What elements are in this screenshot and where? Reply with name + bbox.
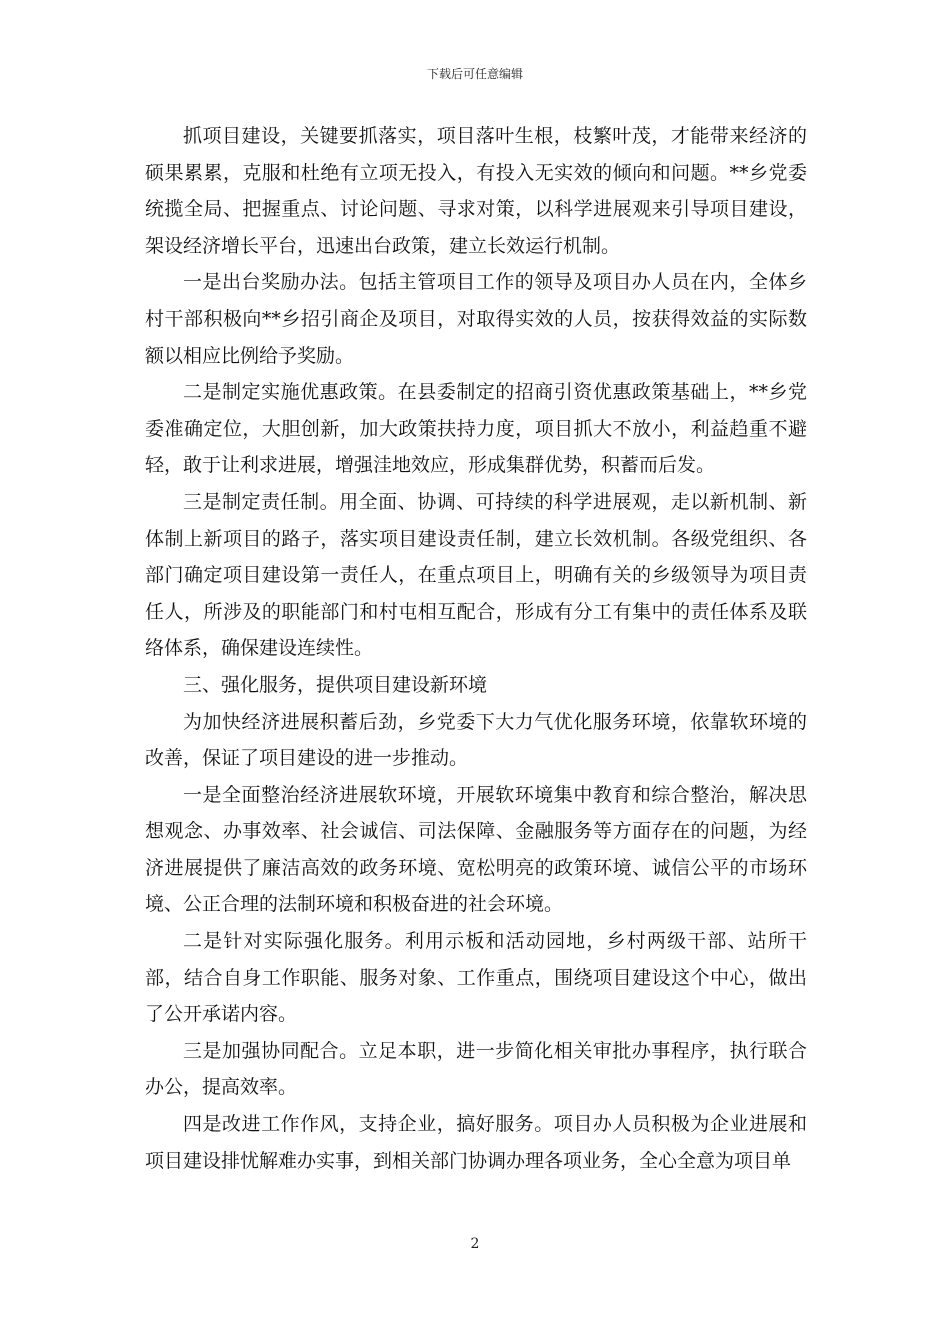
page-number: 2 <box>470 1236 480 1252</box>
paragraph: 二是针对实际强化服务。利用示板和活动园地，乡村两级干部、站所干部，结合自身工作职能、服务对象、工作重点，围绕项目建设这个中心，做出了公开承诺内容。 <box>145 930 807 1026</box>
page-header: 下载后可任意编辑 <box>426 67 523 81</box>
paragraph: 四是改进工作作风，支持企业，搞好服务。项目办人员积极为企业进展和项目建设排忧解难办实事，到相关部门协调办理各项业务，全心全意为项目单 <box>145 1113 807 1172</box>
paragraph: 二是制定实施优惠政策。在县委制定的招商引资优惠政策基础上，**乡党委准确定位，大胆创新，加大政策扶持力度，项目抓大不放小，利益趋重不避轻，敢于让利求进展，增强洼地效应，形成集群优势，积蓄而后发。 <box>145 381 807 477</box>
body-text <box>145 118 807 1179</box>
paragraph: 为加快经济进展积蓄后劲，乡党委下大力气优化服务环境，依靠软环境的改善，保证了项目建设的进一步推动。 <box>145 710 807 770</box>
paragraph: 一是出台奖励办法。包括主管项目工作的领导及项目办人员在内，全体乡村干部积极向**乡招引商企及项目，对取得实效的人员，按获得效益的实际数额以相应比例给予奖励。 <box>145 271 807 367</box>
paragraph: 一是全面整治经济进展软环境，开展软环境集中教育和综合整治，解决思想观念、办事效率、社会诚信、司法保障、金融服务等方面存在的问题，为经济进展提供了廉洁高效的政务环境、宽松明亮的政策环境、诚信公平的市场环境、公正合理的法制环境和积极奋进的社会环境。 <box>145 783 807 916</box>
section-heading: 三、强化服务，提供项目建设新环境 <box>183 673 488 696</box>
paragraph: 抓项目建设，关键要抓落实，项目落叶生根，枝繁叶茂，才能带来经济的硕果累累，克服和杜绝有立项无投入，有投入无实效的倾向和问题。**乡党委统揽全局、把握重点、讨论问题、寻求对策，以科学进展观来引导项目建设，架设经济增长平台，迅速出台政策，建立长效运行机制。 <box>145 125 807 257</box>
paragraph: 三是制定责任制。用全面、协调、可持续的科学进展观，走以新机制、新体制上新项目的路子，落实项目建设责任制，建立长效机制。各级党组织、各部门确定项目建设第一责任人，在重点项目上，明确有关的乡级领导为项目责任人，所涉及的职能部门和村屯相互配合，形成有分工有集中的责任体系及联络体系，确保建设连续性。 <box>145 490 807 660</box>
paragraph: 三是加强协同配合。立足本职，进一步简化相关审批办事程序，执行联合办公，提高效率。 <box>145 1039 807 1099</box>
